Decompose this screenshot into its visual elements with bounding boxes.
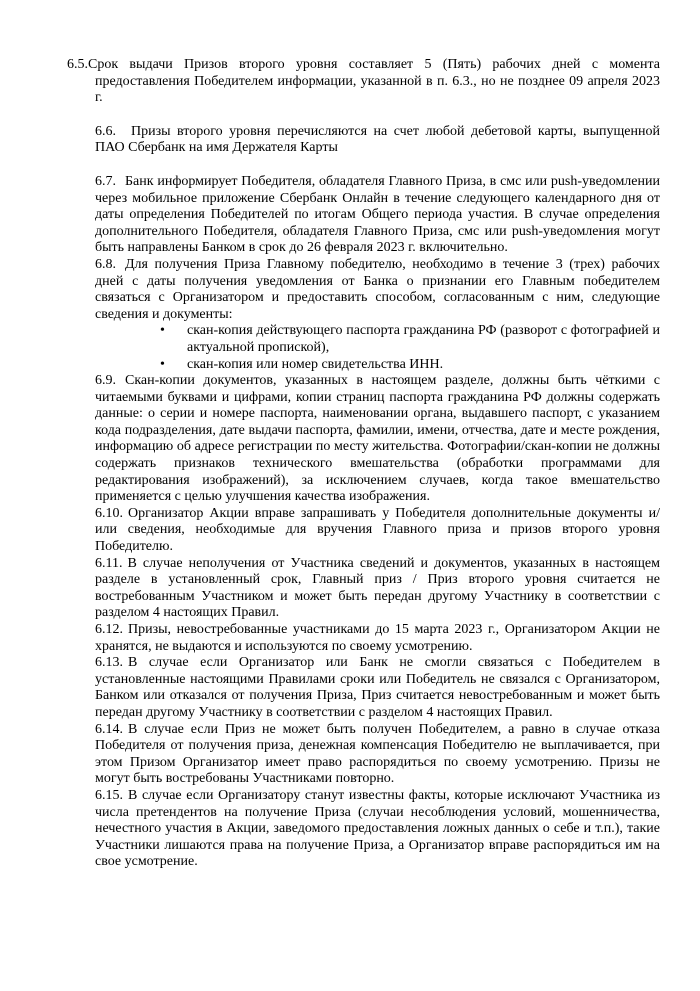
paragraph-text: Призы, невостребованные участниками до 15 марта 2023 г., Организатором Акции не хранятся, не выдаются и используются по своему усмотрению. (95, 622, 660, 654)
paragraph-number: 6.12. (95, 622, 123, 637)
paragraph-number: 6.14. (95, 721, 123, 737)
paragraph-6-10 (95, 506, 660, 556)
bullet-icon: • (160, 323, 165, 339)
paragraph-6-9 (95, 373, 660, 506)
paragraph-text: Призы второго уровня перечисляются на счет любой дебетовой карты, выпущенной ПАО Сбербанк на имя Держателя Карты (95, 123, 660, 156)
paragraph-6-5 (67, 57, 660, 107)
bullet-text: скан-копия или номер свидетельства ИНН. (187, 356, 444, 372)
paragraph-6-15 (95, 788, 660, 871)
paragraph-number: 6.5. (67, 57, 88, 72)
paragraph-text: Скан-копии документов, указанных в настоящем разделе, должны быть чёткими с читаемыми буквами и цифрами, копии страниц паспорта гражданина РФ должны содержать данные: о серии и номере паспорта, наименовании органа, выдавшего паспорт, с указанием кода подразделения, дате выдачи паспорта, фамилии, имени, отчества, дате и месте рождения, информацию об адресе регистрации по месту жительства. Фотографии/скан-копии не должны содержать признаков технического вмешательства (обработки программами для редактирования изображений), за исключением случаев, когда такое вмешательство применяется с целью улучшения качества изображения. (95, 373, 660, 505)
bullet-list (95, 323, 660, 373)
bullet-icon: • (160, 356, 165, 372)
list-item (95, 323, 660, 356)
paragraph-text: В случае если Организатор или Банк не смогли связаться с Победителем в установленные настоящими Правилами сроки или Победитель не связался с Организатором, Банком или отказался от получения Приза, Приз считается невостребованным и может быть передан другому Участнику в соответствии с разделом 4 настоящих Правил. (95, 655, 660, 720)
paragraph-text: В случае если Приз не может быть получен Победителем, а равно в случае отказа Победителя от получения приза, денежная компенсация Победителю не выплачивается, при этом Призом Организатор имеет право распорядиться по своему усмотрению. Призы не могут быть востребованы Участниками повторно. (95, 721, 660, 787)
paragraph-text: Банк информирует Победителя, обладателя Главного Приза, в смс или push-уведомлении через мобильное приложение Сбербанк Онлайн в течение следующего календарного дня от даты определения Победителей по итогам Общего периода участия. В случае определения дополнительного Победителя, обладателя Главного Приза, смс или push-уведомления могут быть направлены Банком в срок до 26 февраля 2023 г. включительно. (95, 173, 660, 256)
document-page (67, 57, 660, 871)
paragraph-6-7 (95, 174, 660, 257)
paragraph-text: Для получения Приза Главному победителю, необходимо в течение 3 (трех) рабочих дней с даты получения уведомления от Банка о признании его Главным победителем связаться с Организатором и предоставить способом, согласованным с ним, следующие сведения и документы: (95, 256, 660, 322)
paragraph-number: 6.8. (95, 256, 116, 272)
paragraph-number: 6.6. (95, 123, 116, 139)
paragraph-6-11 (95, 556, 660, 622)
paragraph-number: 6.13. (95, 655, 123, 671)
paragraph-text: Организатор Акции вправе запрашивать у Победителя дополнительные документы и/или сведения, необходимые для вручения Главного приза и призов второго уровня Победителю. (95, 505, 660, 555)
paragraph-number: 6.9. (95, 373, 116, 389)
list-item (95, 357, 660, 374)
paragraph-number: 6.11. (95, 555, 123, 571)
paragraph-number: 6.15. (95, 787, 123, 803)
paragraph-text: В случае если Организатору станут известны факты, которые исключают Участника из числа претендентов на получение Приза (случаи несоблюдения условий, мошенничества, нечестного участия в Акции, заведомого предоставления ложных данных о себе и т.п.), такие Участники лишаются права на получение Приза, а Организатор вправе распорядиться им на свое усмотрение. (95, 787, 660, 870)
paragraph-6-13 (95, 655, 660, 721)
bullet-text: скан-копия действующего паспорта гражданина РФ (разворот с фотографией и актуальной пропиской), (187, 323, 660, 355)
paragraph-6-12 (95, 622, 660, 655)
paragraph-text: Срок выдачи Призов второго уровня составляет 5 (Пять) рабочих дней с момента предоставления Победителем информации, указанной в п. 6.3., но не позднее 09 апреля 2023 г. (88, 57, 660, 106)
paragraph-text: В случае неполучения от Участника сведений и документов, указанных в настоящем разделе в установленный срок, Главный приз / Приз второго уровня считается не востребованным Участником и может быть передан другому Участнику в соответствии с разделом 4 настоящих Правил. (95, 555, 660, 621)
paragraph-6-14 (95, 722, 660, 788)
paragraph-6-8 (95, 257, 660, 323)
paragraph-number: 6.7. (95, 173, 116, 189)
paragraph-number: 6.10. (95, 505, 123, 521)
paragraph-6-6 (95, 124, 660, 157)
